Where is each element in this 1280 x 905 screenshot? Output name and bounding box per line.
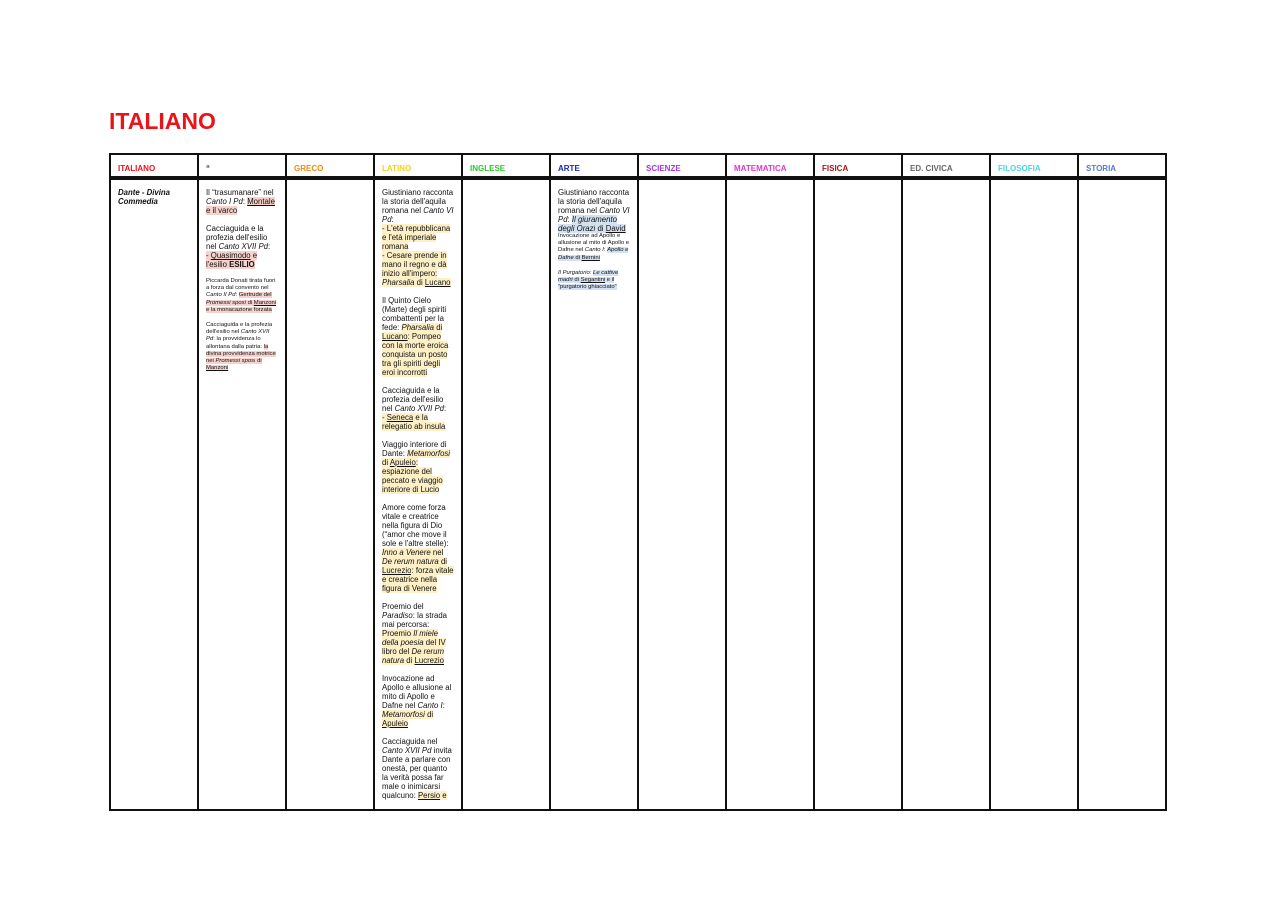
col-header-latino: LATINO	[374, 154, 462, 178]
col-header-fisica: FISICA	[814, 154, 902, 178]
note-aquila-romana: Giustiniano racconta la storia dell'aquila romana nel Canto VI Pd: - L'età repubblicana e l'età imperiale romana - Cesare prende in mano il regno e dà inizio all'impero: Pharsalia di Lucano	[382, 188, 454, 287]
note-amore: Amore come forza vitale e creatrice nella figura di Dio (“amor che move il sole e l'altre stelle): Inno a Venere nel De rerum natura di Lucrezio: forza vitale e creatrice nella figura di Venere	[382, 503, 454, 593]
col-header-ed-civica: ED. CIVICA	[902, 154, 990, 178]
cell-matematica	[726, 178, 814, 810]
col-header-filosofia: FILOSOFIA	[990, 154, 1078, 178]
note-orazi: Giustiniano racconta la storia dell'aquila romana nel Canto VI Pd: Il giuramento degli Orazi di David	[558, 188, 630, 233]
note-trasumanare: Il “trasumanare” nel Canto I Pd: Montale e il varco	[206, 188, 275, 215]
col-header-arte: ARTE	[550, 154, 638, 178]
note-purgatorio: Il Purgatorio: Le cattive madri di Segantini e il “purgatorio ghiacciato”	[558, 269, 619, 291]
content-row	[110, 178, 1166, 810]
topic-line-2: Commedia	[118, 197, 158, 206]
note-seneca: Cacciaguida e la profezia dell'esilio nel Canto XVII Pd: - Seneca e la relegatio ab insula	[382, 386, 447, 431]
cell-italiano	[110, 178, 198, 810]
subject-table	[109, 153, 1167, 811]
col-header-italiano: ITALIANO	[110, 154, 198, 178]
col-header-scienze: SCIENZE	[638, 154, 726, 178]
page-title: ITALIANO	[109, 108, 216, 134]
note-viaggio-interiore: Viaggio interiore di Dante: Metamorfosi di Apuleio: espiazione del peccato e viaggio interiore di Lucio	[382, 440, 451, 494]
cell-latino	[374, 178, 462, 810]
note-provvidenza: Cacciaguida e la profezia dell'esilio nel Canto XVII Pd: la provvidenza lo allontana dalla patria: la divina provvidenza motrice nei Promessi sposi di Manzoni	[206, 322, 276, 372]
note-apollo-dafne: Invocazione ad Apollo e allusione al mito di Apollo e Dafne nel Canto I: Metamorfosi di Apuleio	[382, 674, 452, 728]
topic-line-1: Dante - Divina	[118, 188, 170, 197]
cell-filosofia	[990, 178, 1078, 810]
col-header-inglese: INGLESE	[462, 154, 550, 178]
cell-fisica	[814, 178, 902, 810]
note-quinto-cielo: Il Quinto Cielo (Marte) degli spiriti combattenti per la fede: Pharsalia di Lucano: Pompeo con la morte eroica conquista un posto tra gli spiriti degli eroi incorrotti	[382, 296, 449, 377]
cell-ed-civica	[902, 178, 990, 810]
cell-storia	[1078, 178, 1166, 810]
cell-inglese	[462, 178, 550, 810]
col-header-matematica: MATEMATICA	[726, 154, 814, 178]
cell-scienze	[638, 178, 726, 810]
note-persio: Cacciaguida nel Canto XVII Pd invita Dante a parlare con onestà, per quanto la verità possa far male o inimicarsi qualcuno: Persio e	[382, 737, 452, 800]
note-apollo-bernini: Invocazione ad Apollo e allusione al mito di Apollo e Dafne nel Canto I: Apollo e Dafne di Bernini	[558, 233, 630, 261]
note-cacciaguida-esilio: Cacciaguida e la profezia dell'esilio nel Canto XVII Pd: - Quasimodo e l'esilio ESILIO	[206, 224, 271, 269]
note-proemio: Proemio del Paradiso: la strada mai percorsa: Proemio Il miele della poesia del IV libro del De rerum natura di Lucrezio	[382, 602, 448, 665]
cell-col2	[198, 178, 286, 810]
cell-arte	[550, 178, 638, 810]
cell-greco	[286, 178, 374, 810]
col-header-storia: STORIA	[1078, 154, 1166, 178]
header-row	[110, 154, 1166, 178]
col-header-quote: “	[198, 154, 286, 178]
col-header-greco: GRECO	[286, 154, 374, 178]
note-piccarda: Piccarda Donati tirata fuori a forza dal convento nel Canto II Pd: Gertrude del Promessi sposi di Manzoni e la monacazione forzata	[206, 278, 277, 313]
